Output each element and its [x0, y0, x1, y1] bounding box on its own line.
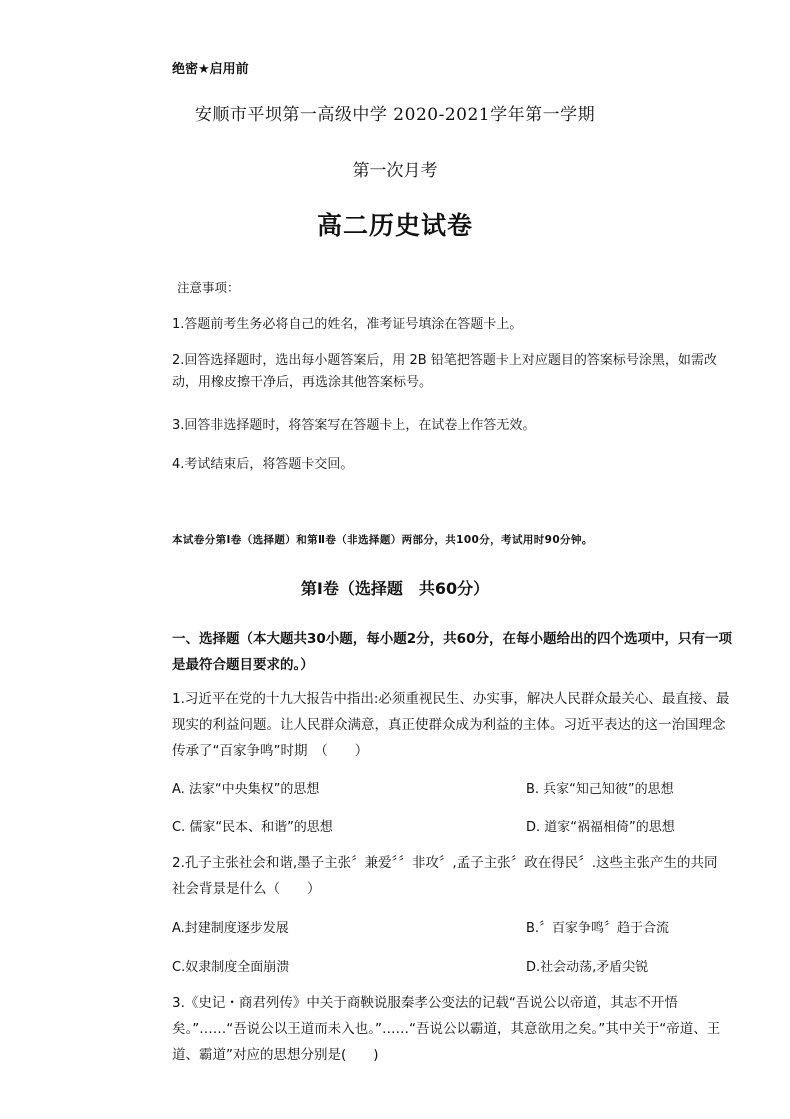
- confidential-mark: 绝密★启用前: [172, 62, 249, 77]
- notice-item: 1.答题前考生务必将自己的姓名，准考证号填涂在答题卡上。: [172, 317, 523, 332]
- question-stem: 2.孔子主张社会和谐,墨子主张〞兼爱〞〞非攻〞,孟子主张〞政在得民〞.这些主张产生的共同社会背景是什么（ ）: [172, 855, 718, 897]
- option-c: C. 儒家“民本、和谐”的思想: [172, 820, 333, 835]
- option-a: A.封建制度逐步发展: [172, 921, 289, 936]
- question-stem: 1.习近平在党的十九大报告中指出:必须重视民生、办实事，解决人民群众最关心、最直接、最现实的利益问题。让人民群众满意，真正使群众成为利益的主体。习近平表达的这一治国理念传承了“百家争鸣”时期 （ ）: [172, 691, 730, 759]
- exam-name: 第一次月考: [352, 161, 438, 181]
- option-d: D.社会动荡,矛盾尖锐: [526, 960, 649, 975]
- section-title: 第Ⅰ卷（选择题 共60分）: [300, 579, 490, 598]
- school-term-line: 安顺市平坝第一高级中学 2020-2021学年第一学期: [194, 105, 596, 125]
- part-heading: 一、选择题（本大题共30小题，每小题2分，共60分，在每小题给出的四个选项中，只有一项是最符合题目要求的。）: [172, 631, 732, 673]
- notice-item: 2.回答选择题时，选出每小题答案后，用 2B 铅笔把答题卡上对应题目的答案标号涂黑，如需改动，用橡皮擦干净后，再选涂其他答案标号。: [172, 353, 717, 390]
- paper-summary: 本试卷分第Ⅰ卷（选择题）和第Ⅱ卷（非选择题）两部分，共100分，考试用时90分钟。: [172, 534, 593, 546]
- option-b: B. 兵家“知己知彼”的思想: [526, 782, 674, 797]
- question-stem: 3.《史记・商君列传》中关于商鞅说服秦孝公变法的记载“吾说公以帝道，其志不开悟矣。”……“吾说公以王道而未入也。”……“吾说公以霸道，其意欲用之矣。”其中关于“帝道、王道、霸道”对应的思想分别是( ): [172, 995, 721, 1063]
- option-c: C.奴隶制度全面崩溃: [172, 960, 290, 975]
- option-a: A. 法家“中央集权”的思想: [172, 782, 320, 797]
- notice-title: 注意事项：: [177, 280, 240, 295]
- subject-title: 高二历史试卷: [316, 211, 473, 240]
- option-d: D. 道家“祸福相倚”的思想: [526, 820, 675, 835]
- notice-item: 3.回答非选择题时，将答案写在答题卡上，在试卷上作答无效。: [172, 418, 536, 433]
- notice-item: 4.考试结束后，将答题卡交回。: [172, 457, 354, 472]
- option-b: B.〞百家争鸣〞趋于合流: [526, 921, 670, 936]
